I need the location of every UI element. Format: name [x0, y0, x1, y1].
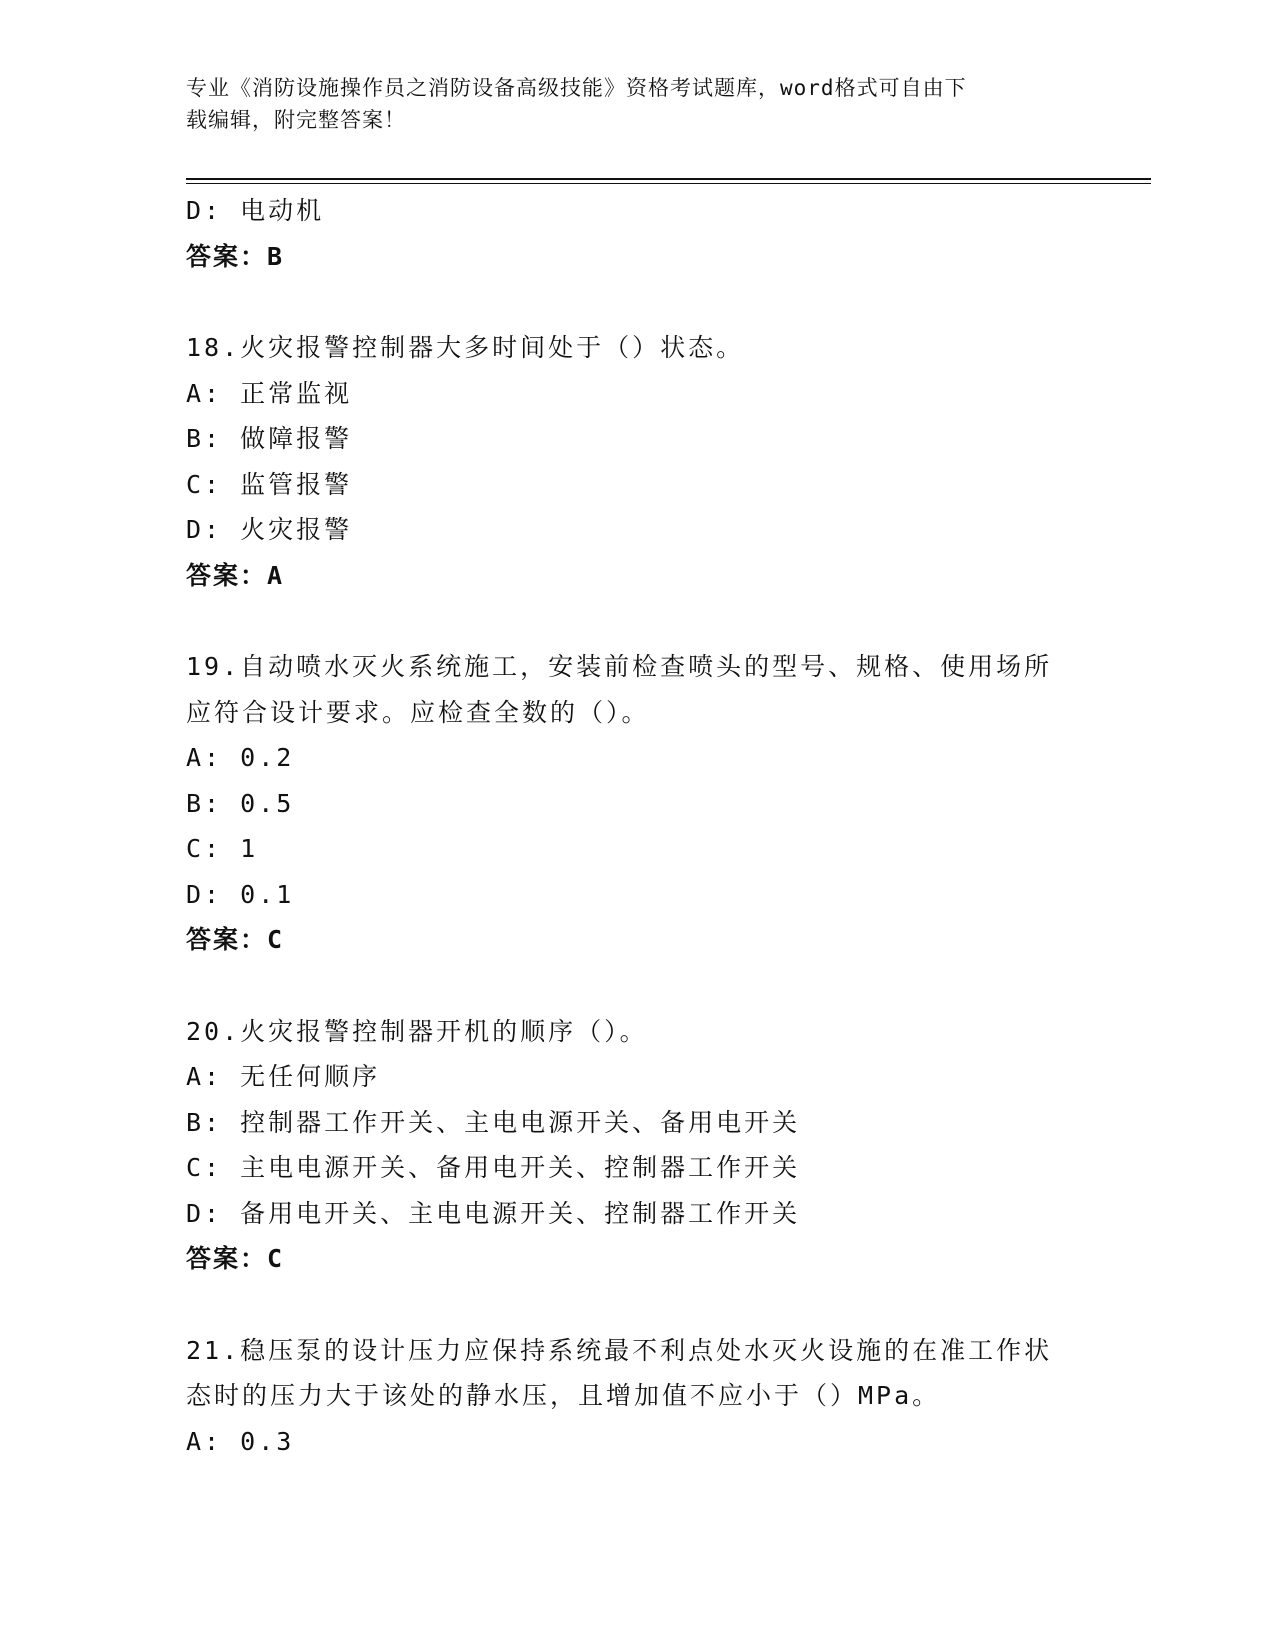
option-c: C: 监管报警 — [186, 469, 353, 499]
question-stem: 20.火灾报警控制器开机的顺序（）。 — [186, 1016, 648, 1046]
option-a: A: 正常监视 — [186, 378, 353, 408]
question-21 — [186, 1328, 1086, 1465]
header-line-1: 专业《消防设施操作员之消防设备高级技能》资格考试题库，word格式可自由下 — [186, 76, 967, 100]
answer: 答案：B — [186, 241, 285, 271]
option-a: A: 0.2 — [186, 743, 295, 772]
header-line-2: 载编辑，附完整答案！ — [186, 108, 406, 132]
option-d: D: 0.1 — [186, 879, 295, 909]
question-18 — [186, 325, 1086, 598]
option-b: B: 做障报警 — [186, 424, 353, 453]
answer: 答案：A — [186, 560, 285, 590]
header-rule-thick — [186, 178, 1151, 180]
header-rule-thin — [186, 183, 1151, 184]
question-stem: 18.火灾报警控制器大多时间处于（）状态。 — [186, 333, 745, 362]
question-stem-continued: 应符合设计要求。应检查全数的（）。 — [186, 697, 650, 727]
option-a: A: 0.3 — [186, 1426, 295, 1456]
option-c: C: 1 — [186, 834, 259, 863]
option-b: B: 0.5 — [186, 788, 295, 818]
option-c: C: 主电电源开关、备用电开关、控制器工作开关 — [186, 1153, 801, 1182]
answer: 答案：C — [186, 925, 285, 954]
option-d: D: 备用电开关、主电电源开关、控制器工作开关 — [186, 1198, 801, 1228]
question-content — [186, 188, 1086, 1464]
question-stem: 21.稳压泵的设计压力应保持系统最不利点处水灭火设施的在准工作状 — [186, 1335, 1053, 1365]
question-20 — [186, 1009, 1086, 1282]
answer: 答案：C — [186, 1244, 285, 1273]
page-header — [186, 72, 1066, 136]
question-19 — [186, 644, 1086, 963]
option-b: B: 控制器工作开关、主电电源开关、备用电开关 — [186, 1107, 801, 1137]
option-a: A: 无任何顺序 — [186, 1062, 381, 1091]
option-d: D: 火灾报警 — [186, 515, 353, 544]
question-stem: 19.自动喷水灭火系统施工，安装前检查喷头的型号、规格、使用场所 — [186, 652, 1053, 681]
option-d: D: 电动机 — [186, 196, 325, 225]
question-stem-continued: 态时的压力大于该处的静水压，且增加值不应小于（）MPa。 — [186, 1381, 941, 1410]
